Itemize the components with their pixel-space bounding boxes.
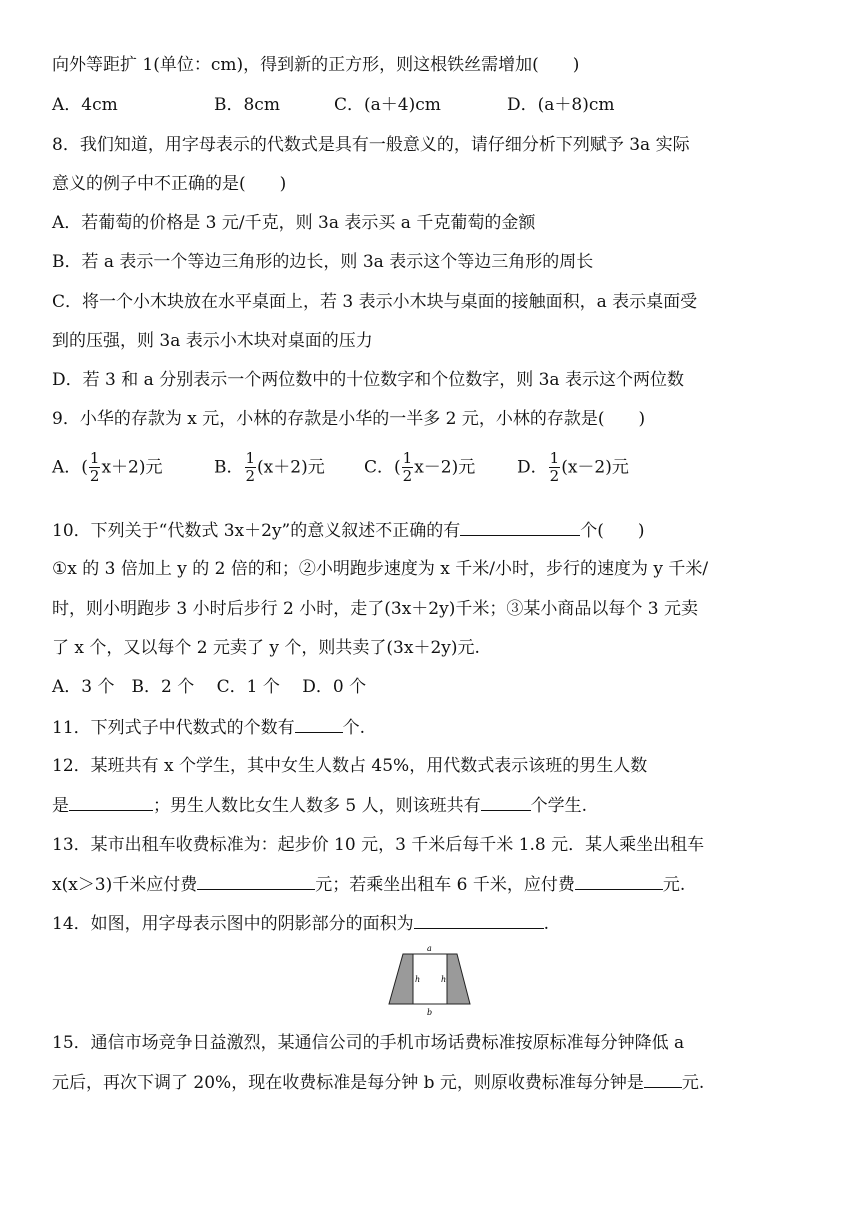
- fraction-numerator: 1: [89, 449, 100, 467]
- q8-option-c-line2: 到的压强，则 3a 表示小木块对桌面的压力: [52, 331, 373, 351]
- q10-options: A．3 个 B．2 个 C．1 个 D．0 个: [52, 677, 367, 697]
- q15-stem-line2: [52, 1071, 812, 1094]
- q8-stem-line1: 8．我们知道，用字母表示的代数式是具有一般意义的，请仔细分析下列赋予 3a 实际: [52, 135, 690, 155]
- q13-answer-blank-1[interactable]: [197, 873, 315, 890]
- q11-stem-text: 11．下列式子中代数式的个数有: [52, 718, 295, 738]
- q10-answer-blank[interactable]: [460, 519, 580, 536]
- q9-option-a: [52, 450, 163, 485]
- q13-text-a: x(x＞3)千米应付费: [52, 875, 198, 895]
- q11-answer-blank[interactable]: [295, 716, 343, 733]
- label-bottom-b: b: [427, 1008, 433, 1017]
- left-shaded-triangle: [389, 954, 413, 1004]
- q7-option-a: A．4cm: [52, 95, 118, 115]
- q7-option-b: B．8cm: [214, 95, 280, 115]
- q11-stem: [52, 716, 812, 739]
- q8-option-a: A．若葡萄的价格是 3 元/千克，则 3a 表示买 a 千克葡萄的金额: [52, 213, 536, 233]
- q15-text-a: 元后，再次下调了 20%，现在收费标准是每分钟 b 元，则原收费标准每分钟是: [52, 1073, 644, 1093]
- fraction-numerator: 1: [245, 449, 256, 467]
- q10-stem: [52, 519, 812, 542]
- q9-option-a-prefix: A．(: [52, 457, 88, 478]
- q15-text-b: 元.: [681, 1073, 705, 1093]
- fraction-denominator: 2: [549, 467, 560, 485]
- fraction-numerator: 1: [549, 449, 560, 467]
- q12-answer-blank-1[interactable]: [69, 794, 153, 811]
- q9-option-a-suffix: x＋2)元: [101, 457, 163, 478]
- q8-option-d: D．若 3 和 a 分别表示一个两位数中的十位数字和个位数字，则 3a 表示这个两位数: [52, 370, 684, 390]
- q10-statement-line1: ①x 的 3 倍加上 y 的 2 倍的和；②小明跑步速度为 x 千米/小时，步行的速度为 y 千米/: [52, 559, 709, 579]
- q8-stem-line2: 意义的例子中不正确的是( ): [52, 174, 287, 194]
- q15-answer-blank[interactable]: [644, 1071, 682, 1088]
- fraction-one-half: [89, 450, 101, 485]
- label-left-h: h: [415, 975, 421, 984]
- q13-stem-line1: 13．某市出租车收费标准为：起步价 10 元，3 千米后每千米 1.8 元．某人乘坐出租车: [52, 835, 705, 855]
- fraction-one-half: [245, 450, 257, 485]
- q9-option-b: [214, 450, 325, 485]
- q10-statement-line2: 时，则小明跑步 3 小时后步行 2 小时，走了(3x＋2y)千米；③某小商品以每个 3 元卖: [52, 599, 698, 619]
- q10-stem-text: 10．下列关于“代数式 3x＋2y”的意义叙述不正确的有: [52, 521, 461, 541]
- right-shaded-triangle: [447, 954, 470, 1004]
- q13-answer-blank-2[interactable]: [575, 873, 663, 890]
- q9-option-d-suffix: (x－2)元: [561, 457, 629, 478]
- fraction-denominator: 2: [89, 467, 100, 485]
- q7-option-d: D．(a＋8)cm: [507, 95, 615, 115]
- trapezoid-figure: [386, 942, 476, 1018]
- q14-stem-text: 14．如图，用字母表示图中的阴影部分的面积为: [52, 914, 414, 934]
- fraction-one-half: [402, 450, 414, 485]
- q14-stem: [52, 912, 812, 935]
- label-top-a: a: [427, 944, 432, 953]
- q9-option-c-prefix: C．(: [364, 457, 401, 478]
- q13-text-c: 元.: [662, 875, 686, 895]
- q14-answer-blank[interactable]: [414, 912, 544, 929]
- q13-text-b: 元；若乘坐出租车 6 千米，应付费: [315, 875, 575, 895]
- q12-answer-blank-2[interactable]: [481, 794, 531, 811]
- q15-stem-line1: 15．通信市场竞争日益激烈，某通信公司的手机市场话费标准按原标准每分钟降低 a: [52, 1033, 685, 1053]
- q10-statement-line3: 了 x 个，又以每个 2 元卖了 y 个，则共卖了(3x＋2y)元.: [52, 638, 480, 658]
- fraction-denominator: 2: [245, 467, 256, 485]
- q9-option-c: [364, 450, 475, 485]
- q9-option-b-suffix: (x＋2)元: [257, 457, 325, 478]
- fraction-one-half: [549, 450, 561, 485]
- q13-stem-line2: [52, 873, 812, 896]
- q9-option-d: [517, 450, 629, 485]
- q9-option-d-prefix: D．: [517, 457, 548, 478]
- q11-stem-tail: 个.: [342, 718, 366, 738]
- q12-stem-line2: [52, 794, 812, 817]
- q9-option-c-suffix: x－2)元: [414, 457, 476, 478]
- fraction-denominator: 2: [402, 467, 413, 485]
- q9-option-b-prefix: B．: [214, 457, 244, 478]
- q12-text-a: 是: [52, 796, 69, 816]
- q8-option-c-line1: C．将一个小木块放在水平桌面上，若 3 表示小木块与桌面的接触面积，a 表示桌面受: [52, 292, 698, 312]
- q12-text-b: ；男生人数比女生人数多 5 人，则该班共有: [153, 796, 481, 816]
- q10-stem-tail: 个( ): [580, 521, 645, 541]
- q7-option-c: C．(a＋4)cm: [334, 95, 441, 115]
- fraction-numerator: 1: [402, 449, 413, 467]
- q12-stem-line1: 12．某班共有 x 个学生，其中女生人数占 45%，用代数式表示该班的男生人数: [52, 756, 648, 776]
- q7-text-line: 向外等距扩 1(单位：cm)，得到新的正方形，则这根铁丝需增加( ): [52, 55, 580, 75]
- q8-option-b: B．若 a 表示一个等边三角形的边长，则 3a 表示这个等边三角形的周长: [52, 252, 594, 272]
- q12-text-c: 个学生.: [530, 796, 588, 816]
- q14-stem-tail: .: [543, 914, 550, 934]
- label-right-h: h: [441, 975, 447, 984]
- q9-stem: 9．小华的存款为 x 元，小林的存款是小华的一半多 2 元，小林的存款是( ): [52, 409, 646, 429]
